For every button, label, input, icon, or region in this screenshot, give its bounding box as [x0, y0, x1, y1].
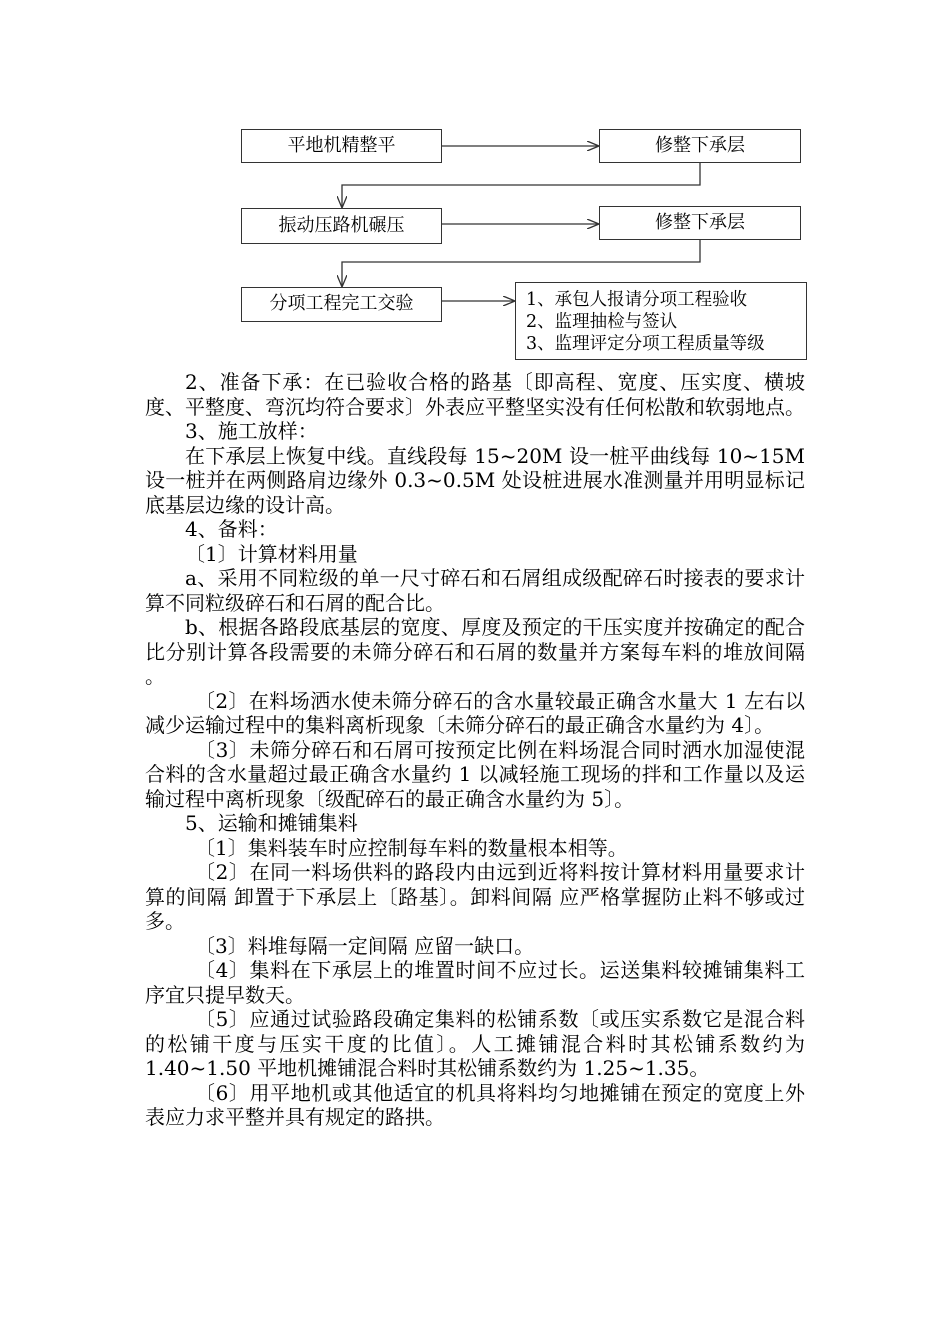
flow-box-rolling-label: 振动压路机碾压 [278, 215, 405, 236]
flowchart-connectors [0, 0, 950, 370]
connector-right2-to-left3 [342, 240, 700, 286]
flow-box-acceptance-steps [515, 282, 807, 360]
para-transport-6: 〔6〕用平地机或其他适宜的机具将料均匀地摊铺在预定的宽度上外表应力求平整并具有规定的路拱。 [145, 1080, 805, 1129]
acceptance-step-1: 1、承包人报请分项工程验收 [526, 290, 748, 310]
subheading-calc-materials: 〔1〕计算材料用量 [185, 541, 358, 566]
flow-box-trim-1-label: 修整下承层 [655, 135, 745, 156]
flow-box-leveling-label: 平地机精整平 [287, 135, 396, 156]
acceptance-step-2: 2、监理抽检与签认 [526, 312, 678, 332]
para-staking: 在下承层上恢复中线。直线段每 15~20M 设一桩平曲线每 10~15M 设一桩并在两侧路肩边缘外 0.3~0.5M 处设桩进展水准测量并用明显标记底基层边缘的设计高。 [145, 443, 805, 517]
flow-box-rolling [241, 208, 442, 244]
para-transport-4: 〔4〕集料在下承层上的堆置时间不应过长。运送集料较摊铺集料工序宜只提早数天。 [145, 958, 805, 1007]
para-mixing: 〔3〕未筛分碎石和石屑可按预定比例在料场混合同时洒水加湿使混合料的含水量超过最正确含水量约 1 以减轻施工现场的拌和工作量以及运输过程中离析现象〔级配碎石的最正确含水量约为 5〕。 [145, 737, 805, 811]
flow-box-trim-1 [599, 129, 801, 163]
para-calc-a: a、采用不同粒级的单一尺寸碎石和石屑组成级配碎石时接表的要求计算不同粒级碎石和石屑的配合比。 [145, 566, 805, 615]
flow-box-leveling [241, 129, 442, 163]
flow-box-handover-label: 分项工程完工交验 [269, 293, 414, 314]
flow-box-trim-2 [599, 206, 801, 240]
acceptance-step-3: 3、监理评定分项工程质量等级 [526, 334, 765, 354]
flow-box-handover [241, 287, 442, 322]
para-transport-2: 〔2〕在同一料场供料的路段内由远到近将料按计算材料用量要求计算的间隔 卸置于下承层上〔路基〕。卸料间隔 应严格掌握防止料不够或过多。 [145, 860, 805, 933]
para-calc-b: b、根据各路段底基层的宽度、厚度及预定的干压实度并按确定的配合比分别计算各段需要的未筛分碎石和石屑的数量并方案每车料的堆放间隔 。 [145, 615, 805, 688]
para-watering: 〔2〕在料场洒水使未筛分碎石的含水量较最正确含水量大 1 左右以减少运输过程中的集料离析现象〔未筛分碎石的最正确含水量约为 4〕。 [145, 688, 805, 737]
para-transport-3: 〔3〕料堆每隔一定间隔 应留一缺口。 [195, 933, 535, 958]
flow-box-trim-2-label: 修整下承层 [655, 212, 745, 233]
connector-right1-to-left2 [342, 162, 700, 207]
heading-transport: 5、运输和摊铺集料 [185, 811, 358, 835]
para-transport-5: 〔5〕应通过试验路段确定集料的松铺系数〔或压实系数它是混合料的松铺干度与压实干度的比值〕。人工摊铺混合料时其松铺系数约为 1.40~1.50 平地机摊铺混合料时其松铺系数约为 1.25~1.35。 [145, 1007, 805, 1080]
para-transport-1: 〔1〕集料装车时应控制每车料的数量根本相等。 [195, 835, 628, 860]
heading-materials: 4、备料： [185, 517, 278, 541]
document-body [145, 370, 805, 1130]
para-prepare-subgrade: 2、准备下承：在已验收合格的路基〔即高程、宽度、压实度、横坡度、平整度、弯沉均符合要求〕外表应平整坚实没有任何松散和软弱地点。 [145, 370, 805, 419]
heading-staking: 3、施工放样： [185, 419, 318, 443]
